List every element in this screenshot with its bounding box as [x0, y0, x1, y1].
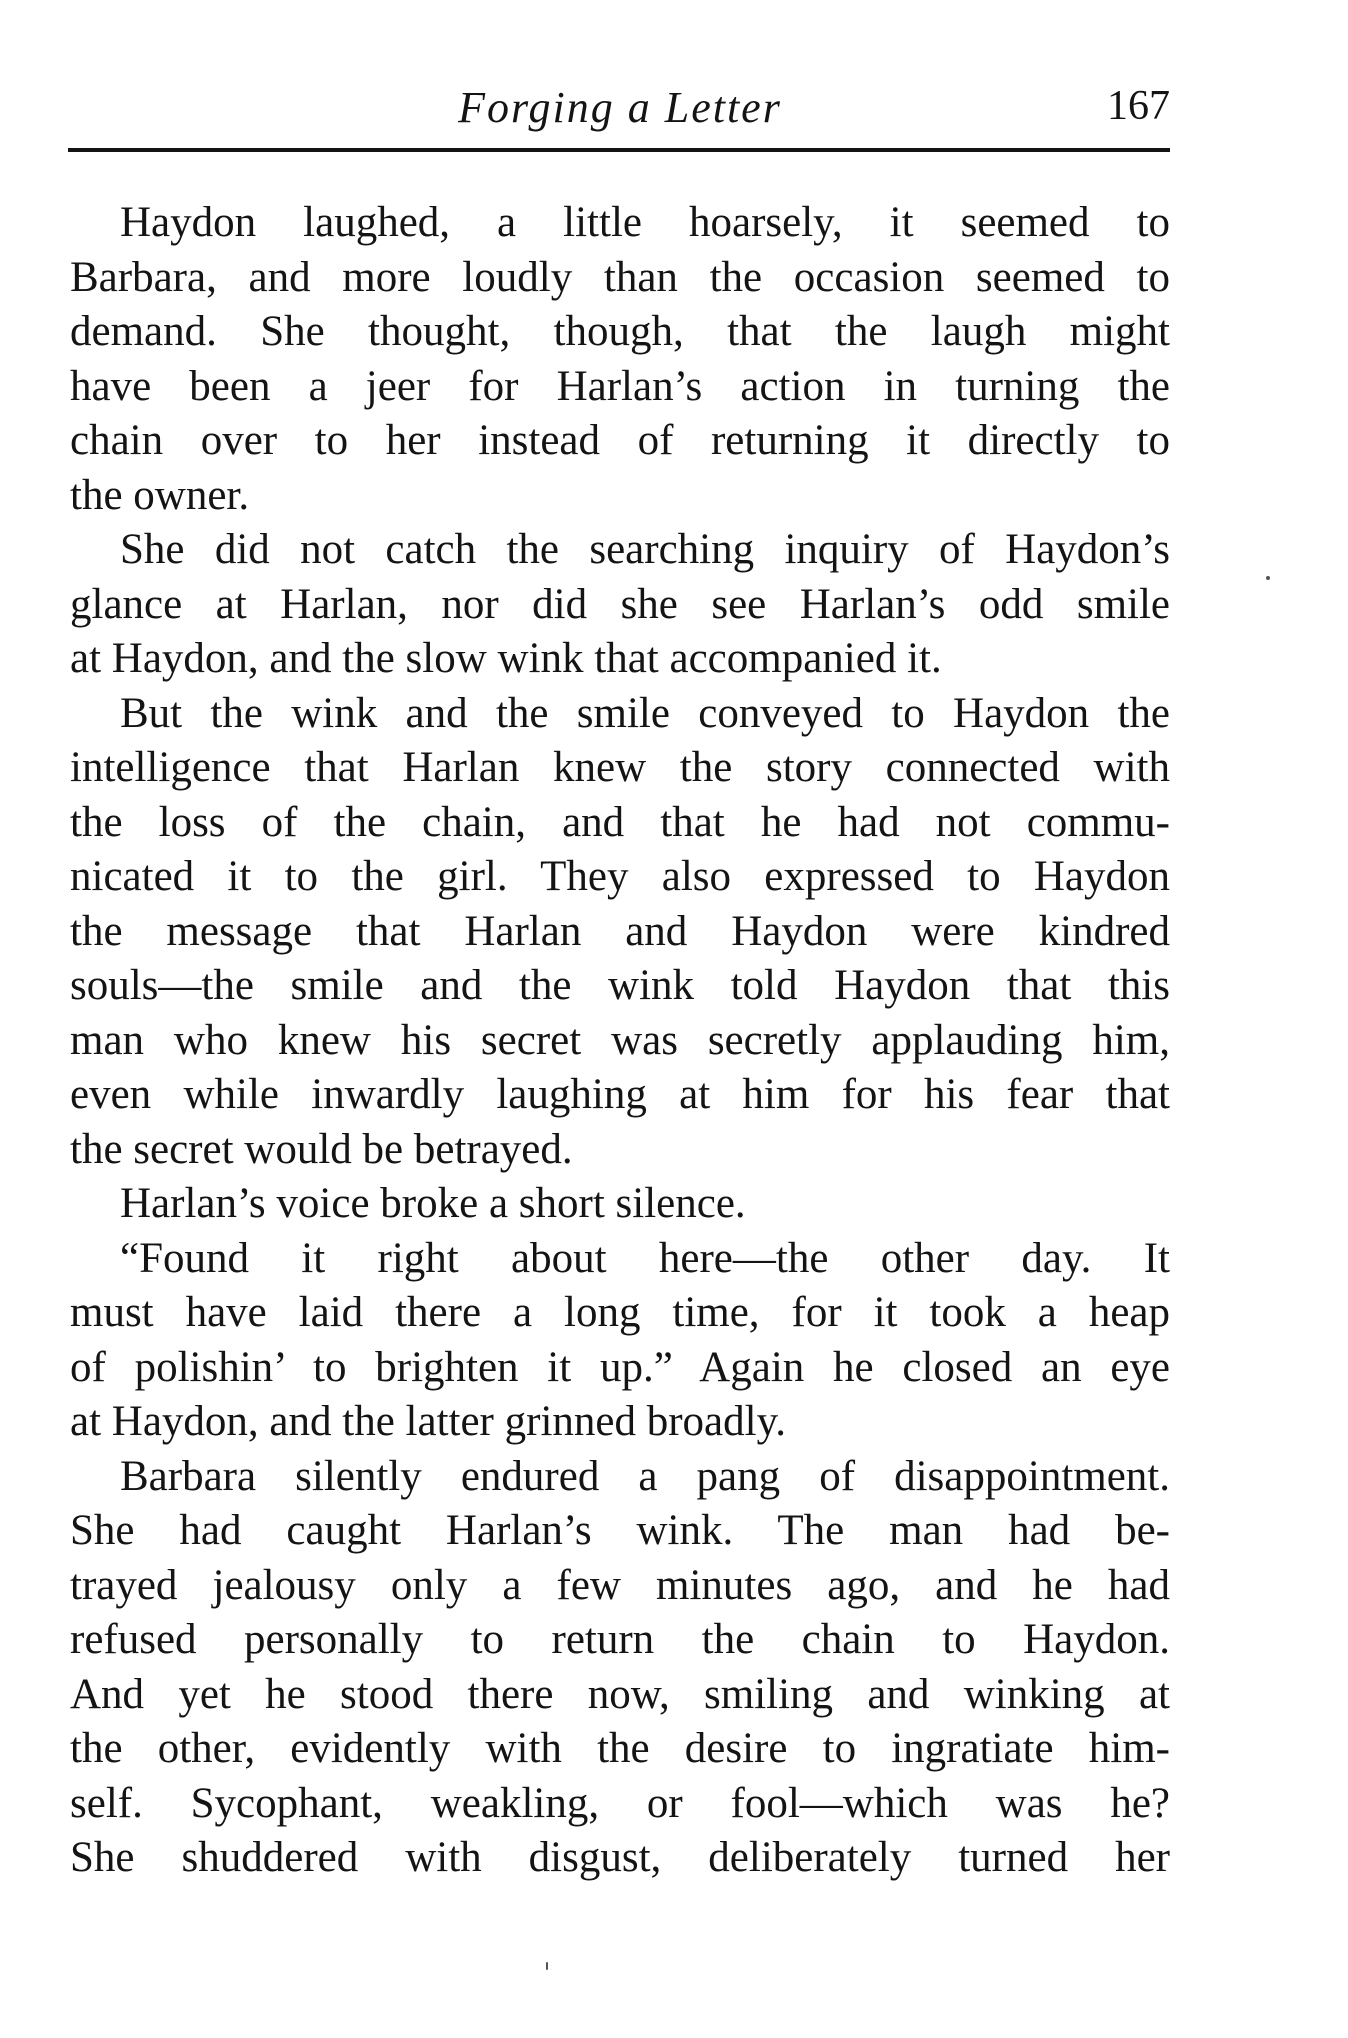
text-line: She shuddered with disgust, deliberately turned her [70, 1834, 1170, 1881]
text-line: She did not catch the searching inquiry of Haydon’s [120, 526, 1170, 573]
text-line: She had caught Harlan’s wink. The man had be- [70, 1507, 1170, 1554]
text-line: man who knew his secret was secretly applauding him, [70, 1016, 1170, 1064]
text-line: “Found it right about here—the other day. It [120, 1234, 1170, 1282]
text-line: the loss of the chain, and that he had not commu- [70, 798, 1170, 846]
text-line: at Haydon, and the slow wink that accompanied it. [70, 635, 942, 682]
text-line: Harlan’s voice broke a short silence. [120, 1180, 746, 1227]
text-line: refused personally to return the chain to Haydon. [70, 1616, 1170, 1663]
text-line: Barbara, and more loudly than the occasion seemed to [70, 253, 1170, 301]
speck-mark [1266, 576, 1270, 580]
speck-mark [546, 1962, 548, 1970]
header-rule [68, 148, 1170, 152]
chapter-title: Forging a Letter [458, 83, 782, 132]
page-number: 167 [1107, 83, 1170, 129]
text-line: And yet he stood there now, smiling and winking at [70, 1670, 1170, 1718]
text-line: have been a jeer for Harlan’s action in turning the [70, 362, 1170, 410]
text-line: chain over to her instead of returning it directly to [70, 417, 1170, 464]
running-header [70, 82, 1170, 142]
text-line: self. Sycophant, weakling, or fool—which was he? [70, 1779, 1170, 1827]
text-line: the message that Harlan and Haydon were kindred [70, 907, 1170, 955]
text-line: glance at Harlan, nor did she see Harlan’s odd smile [70, 580, 1170, 628]
text-line: But the wink and the smile conveyed to Haydon the [120, 689, 1170, 737]
text-line: nicated it to the girl. They also expressed to Haydon [70, 853, 1170, 900]
text-line: intelligence that Harlan knew the story connected with [70, 744, 1170, 791]
text-line: must have laid there a long time, for it took a heap [70, 1289, 1170, 1336]
text-line: Barbara silently endured a pang of disappointment. [120, 1452, 1170, 1500]
text-line: at Haydon, and the latter grinned broadly. [70, 1398, 787, 1445]
text-line: trayed jealousy only a few minutes ago, and he had [70, 1561, 1170, 1609]
text-line: even while inwardly laughing at him for his fear that [70, 1071, 1170, 1118]
text-line: demand. She thought, though, that the laugh might [70, 308, 1170, 355]
text-line: the secret would be betrayed. [70, 1125, 573, 1173]
text-line: Haydon laughed, a little hoarsely, it seemed to [120, 199, 1170, 246]
text-line: the other, evidently with the desire to ingratiate him- [70, 1725, 1170, 1772]
text-line: the owner. [70, 471, 250, 519]
text-line: souls—the smile and the wink told Haydon that this [70, 962, 1170, 1009]
body-text [70, 196, 1170, 1886]
text-line: of polishin’ to brighten it up.” Again he closed an eye [70, 1343, 1170, 1391]
